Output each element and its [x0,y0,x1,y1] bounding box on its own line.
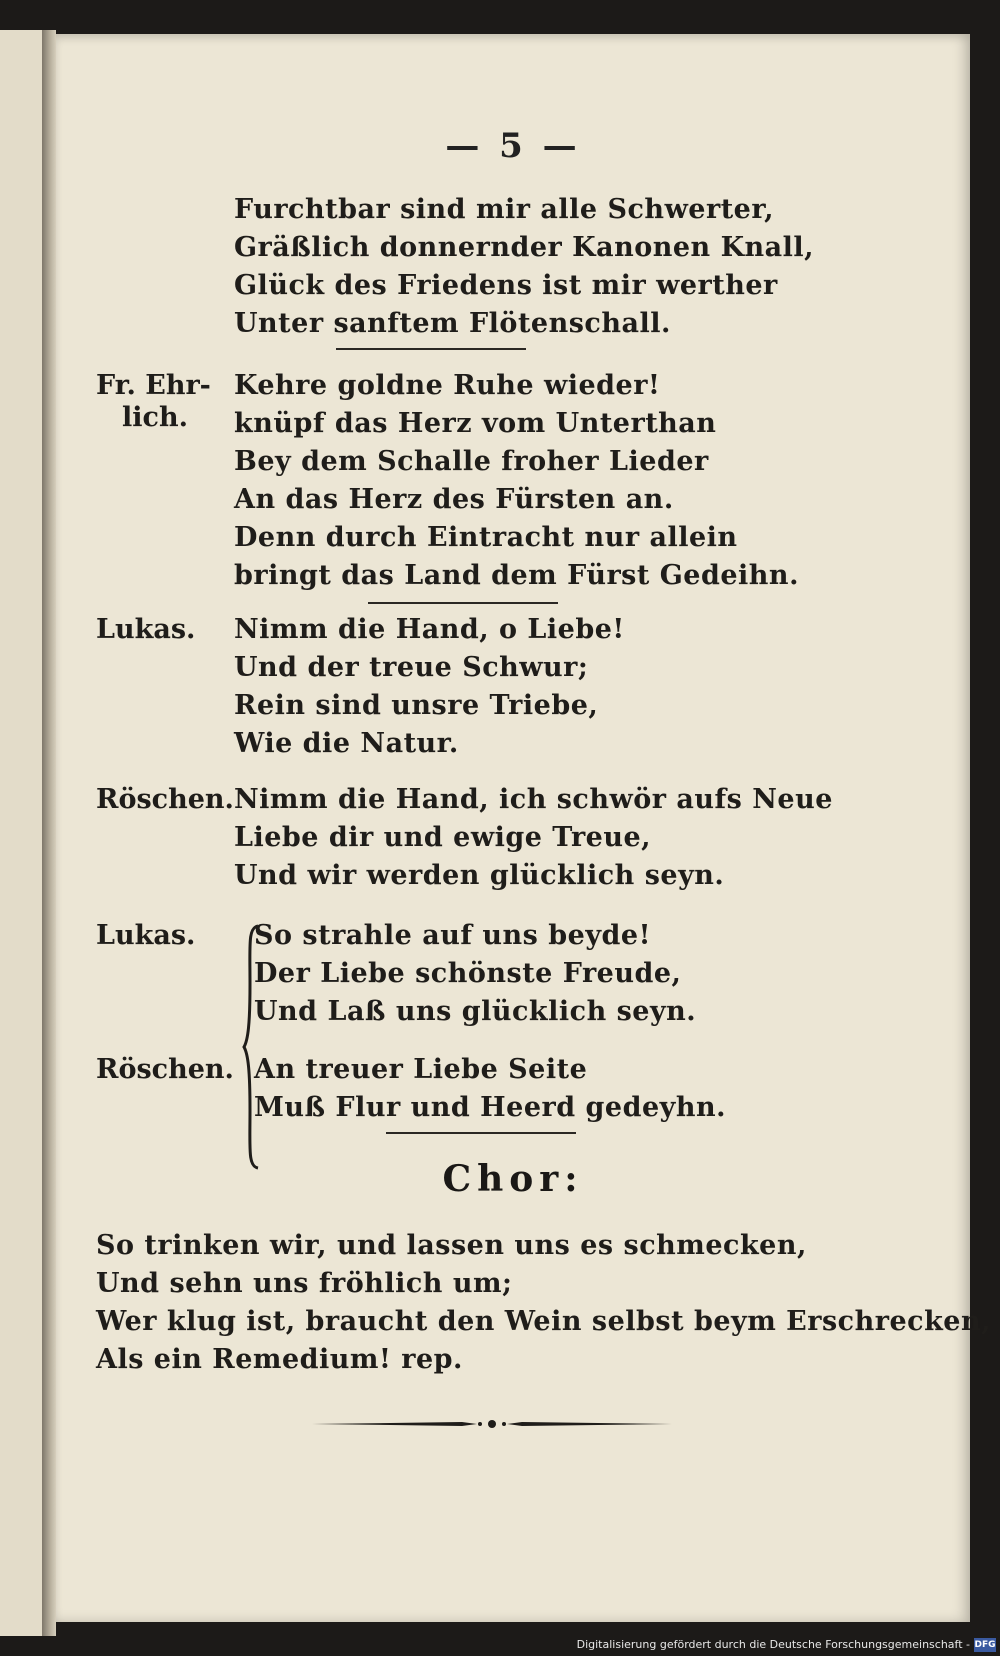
verse-line: Und wir werden glücklich seyn. [234,860,725,891]
verse-line: Muß Flur und Heerd gedeyhn. [254,1092,726,1123]
verse-line: Nimm die Hand, o Liebe! [234,614,625,645]
chorus-line: Und sehn uns fröhlich um; [96,1268,513,1299]
verse-line: Furchtbar sind mir alle Schwerter, [234,194,775,225]
book-page [56,34,992,1622]
verse-line: Nimm die Hand, ich schwör aufs Neue [234,784,833,815]
section-rule [386,1132,576,1134]
speaker-label: Lukas. [96,920,196,951]
facing-page-edge [0,30,42,1650]
verse-line: Rein sind unsre Triebe, [234,690,599,721]
chorus-line: So trinken wir, und lassen uns es schmecken, [96,1230,807,1261]
speaker-label: Lukas. [96,614,196,645]
ornamental-divider [312,1414,672,1434]
verse-line: Liebe dir und ewige Treue, [234,822,652,853]
funding-credit: Digitalisierung gefördert durch die Deutsche Forschungsgemeinschaft - [576,1638,970,1651]
verse-line: Wie die Natur. [234,728,459,759]
verse-line: So strahle auf uns beyde! [254,920,651,951]
verse-line: Gräßlich donnernder Kanonen Knall, [234,232,815,263]
curly-brace [242,924,260,1170]
book-gutter [42,30,56,1650]
dfg-logo: DFG [974,1640,996,1650]
verse-line: bringt das Land dem Fürst Gedeihn. [234,560,799,591]
verse-line: An das Herz des Fürsten an. [234,484,674,515]
speaker-label: Fr. Ehr- [96,370,211,401]
verse-line: Unter sanftem Flötenschall. [234,308,671,339]
chorus-line: Als ein Remedium! rep. [96,1344,463,1375]
verse-line: Und der treue Schwur; [234,652,589,683]
chorus-line: Wer klug ist, braucht den Wein selbst beym Erschrecken, [96,1306,992,1337]
verse-line: An treuer Liebe Seite [254,1054,588,1085]
speaker-label: Röschen. [96,784,234,815]
section-rule [368,602,558,604]
verse-line: Glück des Friedens ist mir werther [234,270,778,301]
verse-line: knüpf das Herz vom Unterthan [234,408,717,439]
verse-line: Bey dem Schalle froher Lieder [234,446,709,477]
chorus-heading: Chor: [442,1158,584,1200]
speaker-label: Röschen. [96,1054,234,1085]
verse-line: Denn durch Eintracht nur allein [234,522,738,553]
verse-line: Der Liebe schönste Freude, [254,958,682,989]
verse-line: Kehre goldne Ruhe wieder! [234,370,661,401]
verse-line: Und Laß uns glücklich seyn. [254,996,697,1027]
page-number: — 5 — [445,126,581,166]
speaker-label-continued: lich. [122,402,188,433]
section-rule [336,348,526,350]
